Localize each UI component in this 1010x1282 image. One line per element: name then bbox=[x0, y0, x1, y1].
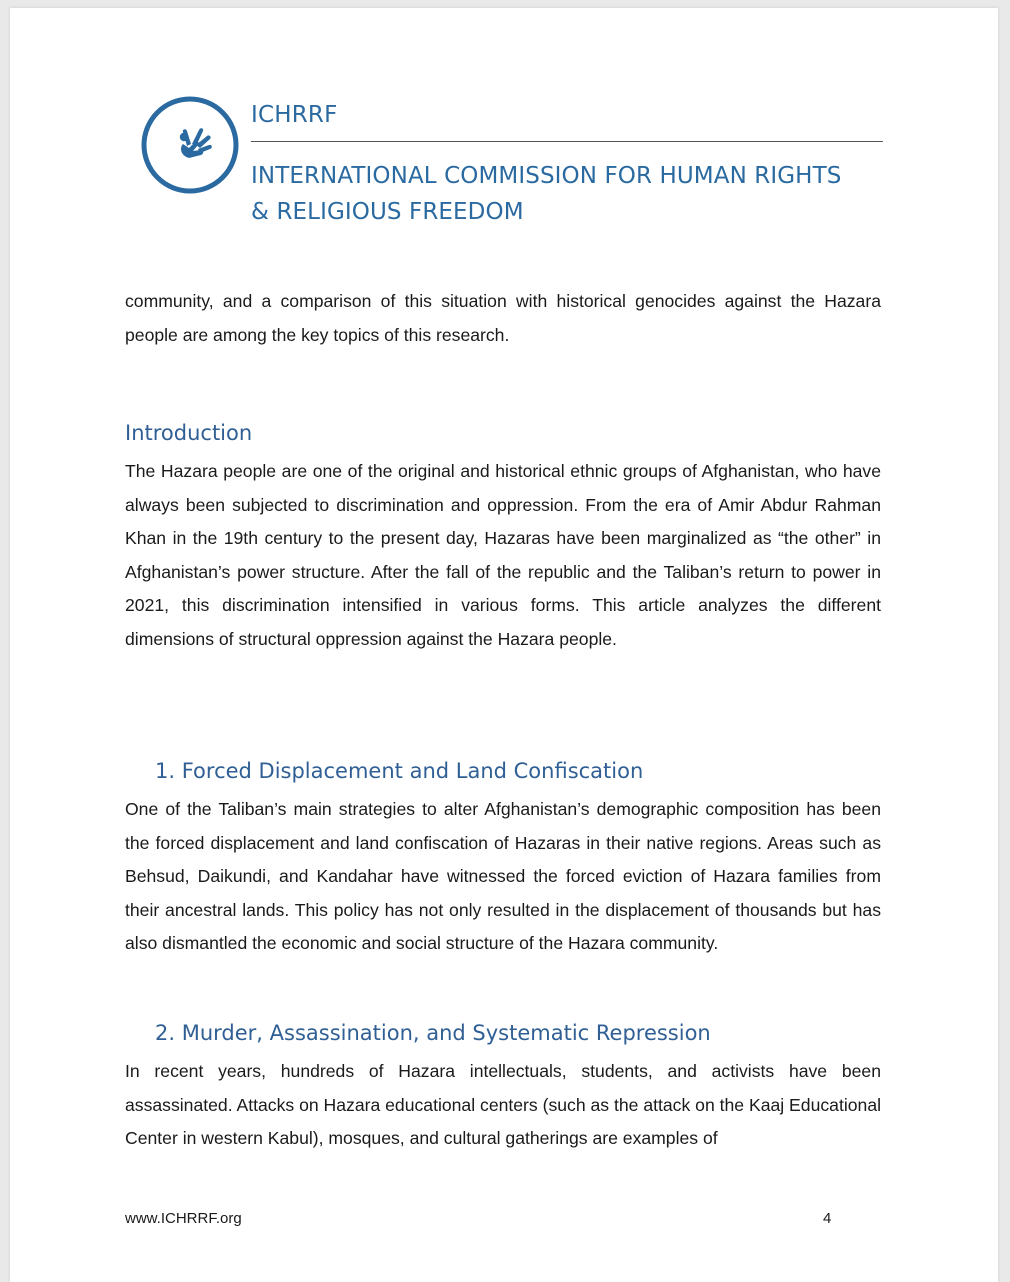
document-page bbox=[10, 8, 998, 1282]
continuation-paragraph: community, and a comparison of this situation with historical genocides against the Hazara people are among the key topics of this research. bbox=[125, 291, 881, 345]
introduction-heading: Introduction bbox=[125, 421, 253, 445]
org-short-name: ICHRRF bbox=[251, 102, 338, 128]
org-full-name bbox=[251, 158, 891, 230]
page-number: 4 bbox=[823, 1210, 832, 1227]
org-full-name-line2: & RELIGIOUS FREEDOM bbox=[251, 199, 524, 225]
footer-website-link[interactable]: www.ICHRRF.org bbox=[125, 1210, 242, 1227]
section2-heading: 2. Murder, Assassination, and Systematic Repression bbox=[155, 1021, 711, 1045]
raised-hand-icon bbox=[137, 92, 243, 198]
section2-paragraph: In recent years, hundreds of Hazara intellectuals, students, and activists have been assassinated. Attacks on Hazara educational centers (such as the attack on the Kaaj Educational Center in western Kabul), mosques, and cultural gatherings are examples of bbox=[125, 1061, 882, 1149]
section1-heading: 1. Forced Displacement and Land Confiscation bbox=[155, 759, 644, 783]
introduction-paragraph: The Hazara people are one of the original and historical ethnic groups of Afghanistan, who have always been subjected to discrimination and oppression. From the era of Amir Abdur Rahman Khan in the 19th century to the present day, Hazaras have been marginalized as “the other” in Afghanistan’s power structure. After the fall of the republic and the Taliban’s return to power in 2021, this discrimination intensified in various forms. This article analyzes the different dimensions of structural oppression against the Hazara people. bbox=[125, 461, 881, 649]
header-divider bbox=[251, 141, 883, 142]
section1-paragraph: One of the Taliban’s main strategies to alter Afghanistan’s demographic composition has been the forced displacement and land confiscation of Hazaras in their native regions. Areas such as Behsud, Daikundi, and Kandahar have witnessed the forced eviction of Hazara families from their ancestral lands. This policy has not only resulted in the displacement of thousands but has also dismantled the economic and social structure of the Hazara community. bbox=[125, 799, 881, 954]
org-full-name-line1: INTERNATIONAL COMMISSION FOR HUMAN RIGHTS bbox=[251, 163, 842, 189]
